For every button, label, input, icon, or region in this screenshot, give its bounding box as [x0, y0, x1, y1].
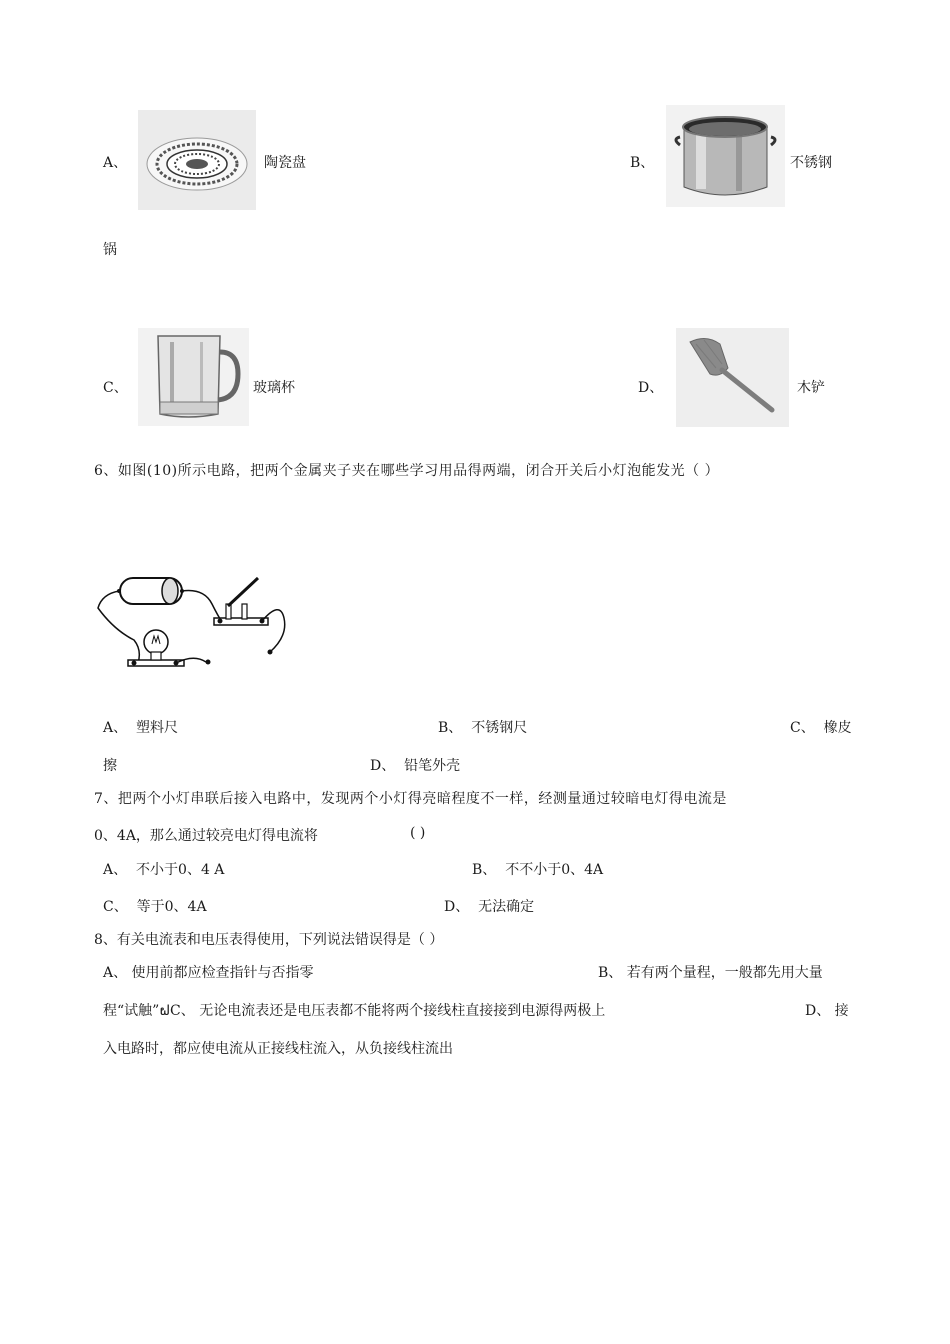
option-d-letter: D、 [638, 380, 664, 396]
option-a-letter: A、 [103, 155, 128, 171]
question-8-text: 8、有关电流表和电压表得使用，下列说法错误得是（ ） [94, 932, 444, 948]
question-7-line1: 7、把两个小灯串联后接入电路中，发现两个小灯得亮暗程度不一样，经测量通过较暗电灯得电流是 [94, 791, 727, 807]
option-b-label-cont: 锅 [103, 242, 117, 258]
q6-option-c-cont: 擦 [103, 758, 117, 774]
q8-line3: 入电路时，都应使电流从正接线柱流入，从负接线柱流出 [103, 1041, 453, 1057]
option-d-label: 木铲 [797, 380, 825, 396]
ceramic-plate-icon [138, 110, 256, 210]
steel-pot-icon [666, 105, 785, 207]
q8-option-d: D、 接 [805, 1003, 849, 1019]
q6-option-b: B、 不锈钢尺 [438, 720, 528, 736]
option-b-letter: B、 [630, 155, 655, 171]
circuit-diagram-icon [94, 570, 304, 675]
question-7-line2: 0、4A，那么通过较亮电灯得电流将 [94, 828, 318, 844]
q8-line2: 程“试触”ຝC、 无论电流表还是电压表都不能将两个接线柱直接接到电源得两极上 [103, 1003, 606, 1019]
q8-option-b: B、 若有两个量程，一般都先用大量 [598, 965, 823, 981]
question-6-text: 6、如图(10)所示电路，把两个金属夹子夹在哪些学习用品得两端，闭合开关后小灯泡能发光（ ） [94, 463, 720, 479]
option-b-label: 不锈钢 [790, 155, 832, 171]
option-c-letter: C、 [103, 380, 128, 396]
option-a-label: 陶瓷盘 [264, 155, 306, 171]
q7-option-c: C、 等于0、4A [103, 899, 207, 915]
q7-option-b: B、 不不小于0、4A [472, 862, 604, 878]
glass-mug-icon [138, 328, 249, 426]
q7-option-a: A、 不小于0、4 A [103, 862, 225, 878]
q7-option-d: D、 无法确定 [444, 899, 535, 915]
question-7-bracket: ( ) [410, 825, 426, 841]
q6-option-d: D、 铅笔外壳 [370, 758, 461, 774]
q6-option-c: C、 橡皮 [790, 720, 852, 736]
wooden-spatula-icon [676, 328, 789, 427]
option-c-label: 玻璃杯 [253, 380, 295, 396]
q8-option-a: A、 使用前都应检查指针与否指零 [103, 965, 314, 981]
q6-option-a: A、 塑料尺 [103, 720, 179, 736]
